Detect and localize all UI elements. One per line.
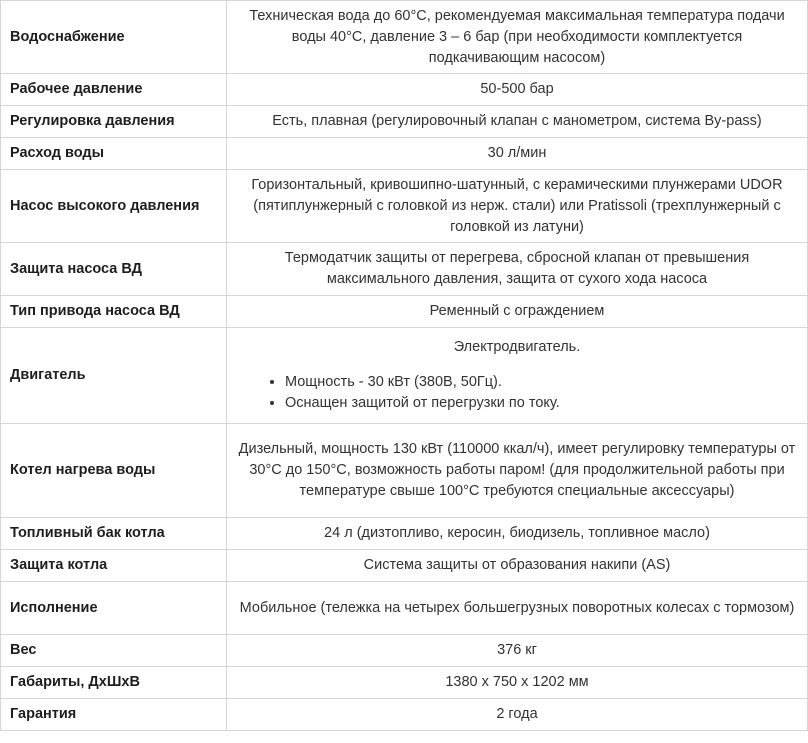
row-label: Исполнение (1, 582, 227, 635)
row-value: Техническая вода до 60°С, рекомендуемая максимальная температура подачи воды 40°С, давление 3 – 6 бар (при необходимости комплектуется подкачивающим насосом) (227, 1, 808, 74)
row-label: Топливный бак котла (1, 518, 227, 550)
row-label: Вес (1, 635, 227, 667)
table-row (1, 243, 808, 296)
row-value: 1380 х 750 х 1202 мм (227, 667, 808, 699)
row-label: Двигатель (1, 328, 227, 424)
row-value: 24 л (дизтопливо, керосин, биодизель, топливное масло) (227, 518, 808, 550)
table-row (1, 74, 808, 106)
row-value: Термодатчик защиты от перегрева, сбросной клапан от превышения максимального давления, защита от сухого хода насоса (227, 243, 808, 296)
row-value-engine (227, 328, 808, 424)
table-row (1, 550, 808, 582)
row-label: Регулировка давления (1, 106, 227, 138)
row-label: Водоснабжение (1, 1, 227, 74)
row-value: 30 л/мин (227, 138, 808, 170)
table-row (1, 424, 808, 518)
table-row (1, 328, 808, 424)
table-row (1, 138, 808, 170)
row-value: 50-500 бар (227, 74, 808, 106)
table-row (1, 667, 808, 699)
row-value: 376 кг (227, 635, 808, 667)
table-row (1, 635, 808, 667)
row-label: Насос высокого давления (1, 170, 227, 243)
table-row (1, 296, 808, 328)
row-label: Габариты, ДхШхВ (1, 667, 227, 699)
row-value: Есть, плавная (регулировочный клапан с манометром, система By-pass) (227, 106, 808, 138)
row-label: Тип привода насоса ВД (1, 296, 227, 328)
table-row (1, 582, 808, 635)
engine-intro: Электродвигатель. (453, 339, 581, 355)
table-row (1, 170, 808, 243)
list-item: • Мощность - 30 кВт (380В, 50Гц). (285, 372, 799, 393)
engine-bullet-list (235, 372, 799, 414)
row-label: Рабочее давление (1, 74, 227, 106)
row-label: Гарантия (1, 699, 227, 731)
table-row (1, 518, 808, 550)
row-value: Система защиты от образования накипи (AS) (227, 550, 808, 582)
row-label: Расход воды (1, 138, 227, 170)
table-row (1, 1, 808, 74)
row-value: Горизонтальный, кривошипно-шатунный, с керамическими плунжерами UDOR (пятиплунжерный с головкой из нерж. стали) или Pratissoli (трехплунжерный с головкой из латуни) (227, 170, 808, 243)
row-label: Котел нагрева воды (1, 424, 227, 518)
row-value: Дизельный, мощность 130 кВт (110000 ккал/ч), имеет регулировку температуры от 30°С до 150°С, возможность работы паром! (для продолжительной работы при температуре свыше 100°С требуются специальные аксессуары) (227, 424, 808, 518)
table-row (1, 106, 808, 138)
row-value: Ременный с ограждением (227, 296, 808, 328)
table-row (1, 699, 808, 731)
row-label: Защита котла (1, 550, 227, 582)
row-value: 2 года (227, 699, 808, 731)
row-value: Мобильное (тележка на четырех большегрузных поворотных колесах с тормозом) (227, 582, 808, 635)
list-item: • Оснащен защитой от перегрузки по току. (285, 393, 799, 414)
row-label: Защита насоса ВД (1, 243, 227, 296)
